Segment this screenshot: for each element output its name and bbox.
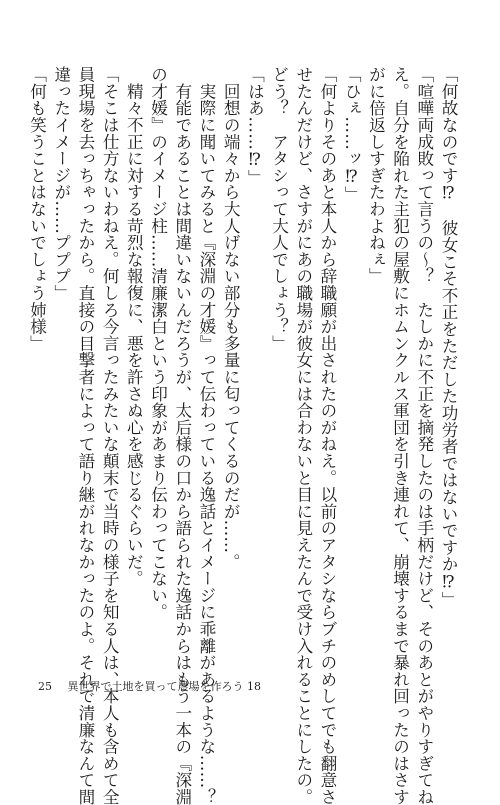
text-line: 「ひぇ……ッ⁉」 [342,66,362,203]
text-line: 回想の端々から大人げない部分も多量に匂ってくるのだが……。 [221,66,241,570]
text-line: 実際に聞いてみると『深淵の才媛』って伝わっている逸話とイメージに乖離があるような……？ [196,66,216,805]
text-line: せたんだけど、さすがにあの職場が彼女には合わないと目に見えたんで受け入れることにしたの。 [293,66,313,805]
text-line: 有能であることは間違いないんだろうが、太后様の口から語られた逸話からはもう一本の『深淵 [172,66,192,805]
text-line: 「何よりそのあと本人から辞職願が出されたのがねえ。以前のアタシならブチのめしてでも翻意さ [317,66,337,805]
text-line: どう？ アタシって大人でしょう？」 [269,66,289,352]
text-line: の才媛』のイメージ柱……清廉潔白という印象があまり伝わってこない。 [148,66,168,621]
page-number: 25 [38,680,52,693]
text-line: 「そこは仕方ないわねえ。何しろ今言ったみたいな顛末で当時の様子を知る人は、本人も含めて全 [100,66,120,805]
text-line: 「何故なのです⁉ 彼女こそ不正をただした功労者ではないですか⁉」 [439,66,458,609]
book-title: 異世界で土地を買って農場を作ろう 18 [67,680,261,693]
text-line: 「何も笑うことはないでしょう姉様」 [27,66,47,352]
text-line: がに倍返しすぎたわよねぇ」 [366,66,386,285]
text-line: 員現場を去っちゃったから。直接の目撃者によって語り継がれなかったのよ。それで清廉なんて間 [75,66,95,805]
text-line: え。自分を陥れた主犯の屋敷にホムンクルス軍団を引き連れて、崩壊するまで暴れ回ったのはさす [390,66,410,805]
text-line: 精々不正に対する苛烈な報復に、悪を許さぬ心を感じるぐらいだ。 [124,66,144,587]
text-line: 「はあ……⁉」 [245,66,265,186]
text-line: 違ったイメージが……プププ」 [51,66,71,302]
page-footer [38,678,261,694]
text-line: 「喧嘩両成敗って言うの〜？ たしかに不正を摘発したのは手柄だけど、そのあとがやりすぎてね [414,66,434,805]
